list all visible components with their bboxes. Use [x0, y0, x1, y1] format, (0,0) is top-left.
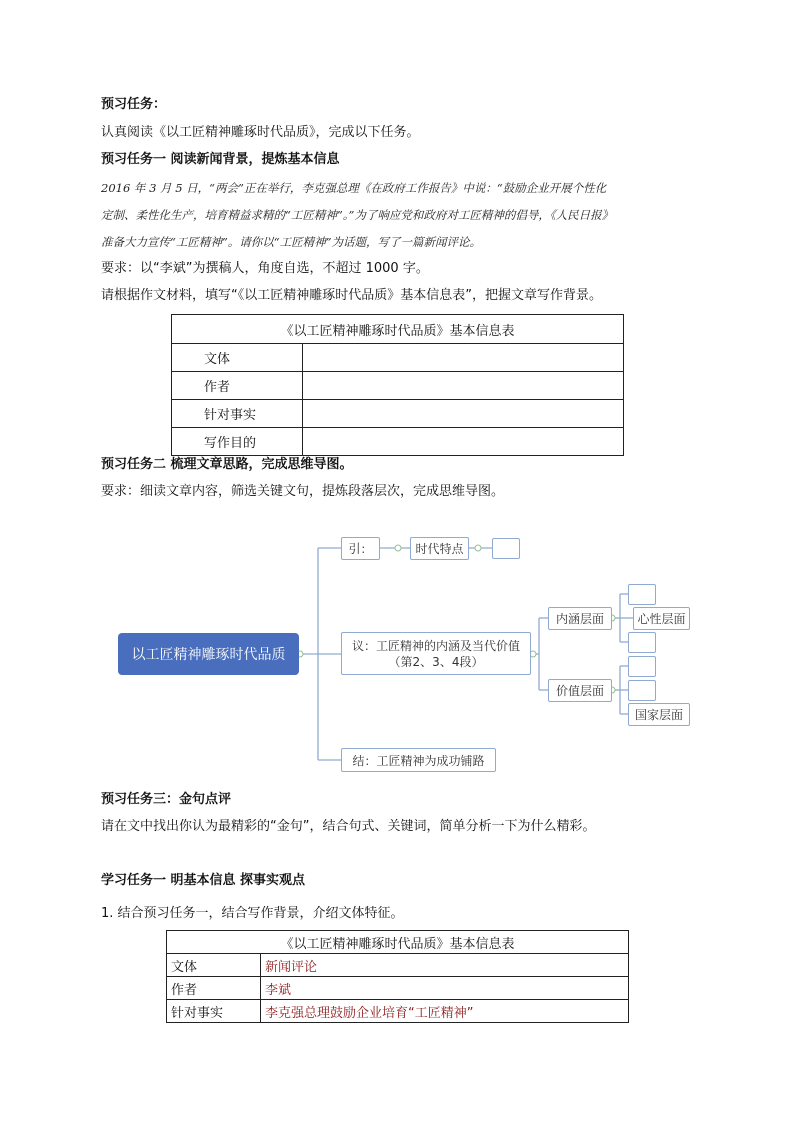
mindmap-era-node[interactable]: 时代特点 — [410, 537, 469, 560]
table-row-label: 作者 — [172, 372, 303, 400]
answer-cell: 李斌 — [261, 977, 629, 1000]
preview-heading: 预习任务： — [101, 97, 167, 112]
answer-cell: 新闻评论 — [261, 954, 629, 977]
table-row-label: 文体 — [172, 344, 303, 372]
mindmap-body-node[interactable] — [341, 632, 531, 675]
background-line-3: 准备大力宣传“工匠精神”。请你以“工匠精神”为话题，写了一篇新闻评论。 — [101, 235, 482, 249]
task1-title: 预习任务一 阅读新闻背景，提炼基本信息 — [101, 152, 340, 167]
study-question-1: 1. 结合预习任务一，结合写作背景，介绍文体特征。 — [101, 906, 404, 921]
mindmap-nation-node[interactable]: 国家层面 — [628, 703, 690, 726]
table-row-label: 作者 — [167, 977, 261, 1000]
mindmap-mind-level-node[interactable]: 心性层面 — [633, 607, 690, 630]
mindmap-conclusion-node[interactable]: 结：工匠精神为成功铺路 — [341, 748, 496, 772]
background-line-2: 定制、柔性化生产，培育精益求精的“工匠精神”。”为了响应党和政府对工匠精神的倡导，《人民日报》 — [101, 208, 614, 222]
mindmap-blank-node[interactable] — [492, 538, 520, 559]
task3-title: 预习任务三：金句点评 — [101, 792, 232, 807]
body-node-line-2: （第2、3、4段） — [388, 654, 484, 669]
table-row-label: 针对事实 — [167, 1000, 261, 1023]
mindmap-blank-node[interactable] — [628, 584, 656, 605]
mindmap-connotation-node[interactable]: 内涵层面 — [548, 607, 612, 630]
info-table-filled — [166, 930, 629, 1023]
mindmap-value-node[interactable]: 价值层面 — [548, 679, 612, 702]
table-row-label: 写作目的 — [172, 428, 303, 456]
preview-intro: 认真阅读《以工匠精神雕琢时代品质》，完成以下任务。 — [101, 125, 420, 140]
body-node-line-1: 议：工匠精神的内涵及当代价值 — [351, 638, 520, 653]
mindmap-root-node[interactable]: 以工匠精神雕琢时代品质 — [118, 633, 299, 675]
info-table-title: 《以工匠精神雕琢时代品质》基本信息表 — [172, 315, 624, 344]
answer-cell: 李克强总理鼓励企业培育“工匠精神” — [261, 1000, 629, 1023]
mindmap-intro-node[interactable]: 引： — [341, 537, 380, 560]
requirement-2: 要求：细读文章内容，筛选关键文句，提炼段落层次，完成思维导图。 — [101, 484, 505, 499]
mindmap-blank-node[interactable] — [628, 656, 656, 677]
info-table-title: 《以工匠精神雕琢时代品质》基本信息表 — [167, 931, 629, 954]
requirement-1: 要求：以“李斌”为撰稿人，角度自选，不超过 1000 字。 — [101, 261, 429, 276]
mindmap-blank-node[interactable] — [628, 632, 656, 653]
table-row-label: 针对事实 — [172, 400, 303, 428]
study-title: 学习任务一 明基本信息 探事实观点 — [101, 873, 306, 888]
background-line-1: 2016 年 3 月 5 日，“两会”正在举行，李克强总理《在政府工作报告》中说：“鼓励企业开展个性化 — [101, 181, 607, 195]
mindmap-blank-node[interactable] — [628, 680, 656, 701]
task3-text: 请在文中找出你认为最精彩的“金句”，结合句式、关键词，简单分析一下为什么精彩。 — [101, 819, 596, 834]
fill-instruction: 请根据作文材料，填写“《以工匠精神雕琢时代品质》基本信息表”，把握文章写作背景。 — [101, 288, 602, 303]
table-row-label: 文体 — [167, 954, 261, 977]
task2-title: 预习任务二 梳理文章思路，完成思维导图。 — [101, 457, 353, 472]
